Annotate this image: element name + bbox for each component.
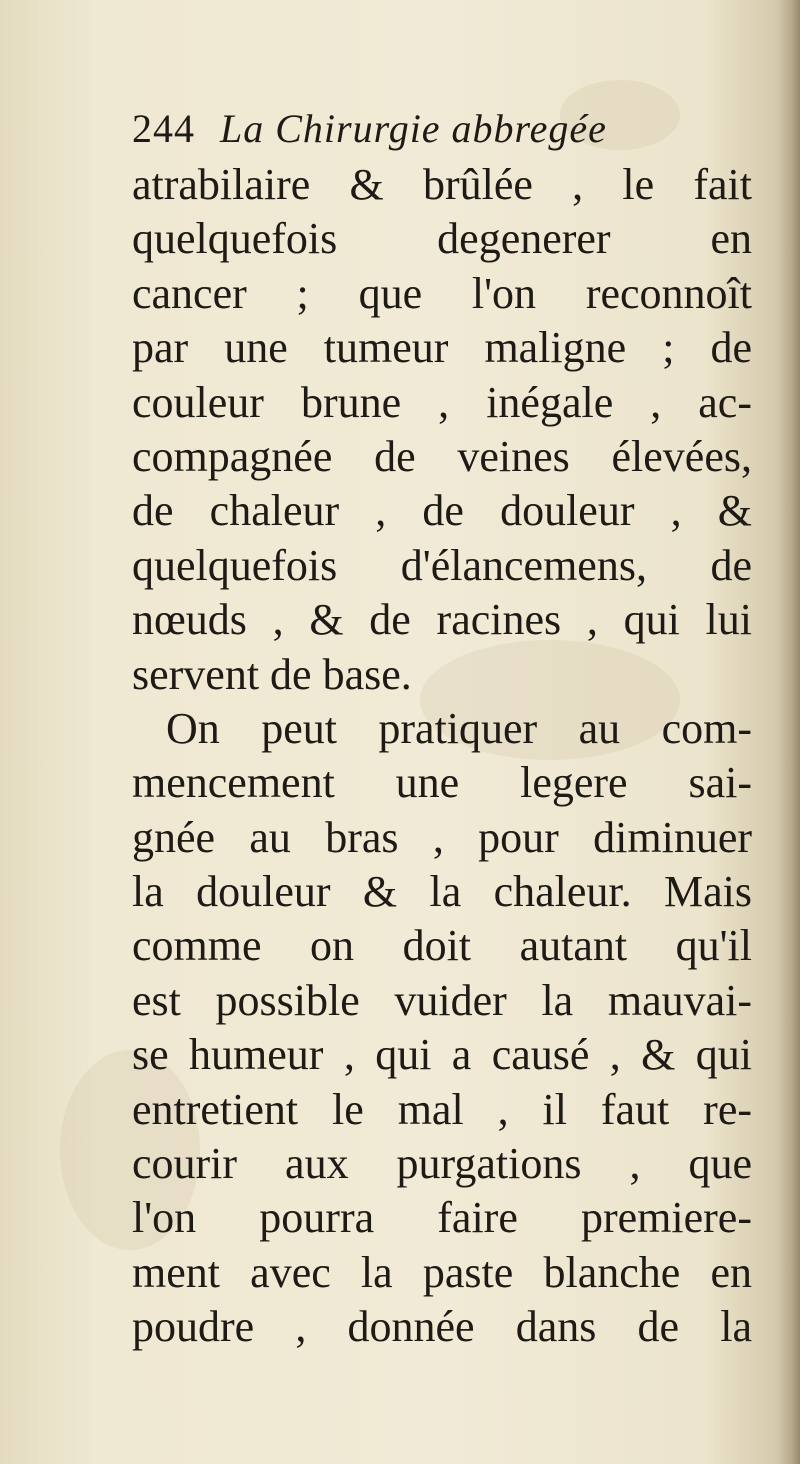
text-line: compagnée de veines élevées, <box>132 431 752 481</box>
text-line: ment avec la paste blanche en <box>132 1247 752 1297</box>
page-text <box>132 100 752 1355</box>
text-line: cancer ; que l'on reconnoît <box>132 268 752 318</box>
page-edge-shadow <box>778 0 800 1464</box>
running-title: La Chirurgie abbregée <box>220 106 607 151</box>
running-head <box>132 100 752 158</box>
text-line: nœuds , & de racines , qui lui <box>132 595 752 645</box>
text-line: la douleur & la chaleur. Mais <box>132 867 752 917</box>
text-line: mencement une legere sai- <box>132 758 752 808</box>
text-line: quelquefois d'élancemens, de <box>132 540 752 590</box>
paragraph-2 <box>132 702 752 1355</box>
text-line: couleur brune , inégale , ac- <box>132 377 752 427</box>
page-number: 244 <box>132 106 195 151</box>
text-line: l'on pourra faire premiere- <box>132 1193 752 1243</box>
text-line: gnée au bras , pour diminuer <box>132 812 752 862</box>
text-line: par une tumeur maligne ; de <box>132 323 752 373</box>
paragraph-1 <box>132 158 752 702</box>
text-line: comme on doit autant qu'il <box>132 921 752 971</box>
text-line: On peut pratiquer au com- <box>166 703 752 753</box>
text-line: servent de base. <box>132 649 412 699</box>
text-line: poudre , donnée dans de la <box>132 1302 752 1352</box>
text-line: se humeur , qui a causé , & qui <box>132 1030 752 1080</box>
text-line: de chaleur , de douleur , & <box>132 486 752 536</box>
text-line: quelquefois degenerer en <box>132 214 752 264</box>
text-line: atrabilaire & brûlée , le fait <box>132 160 752 209</box>
text-line: courir aux purgations , que <box>132 1139 752 1189</box>
text-line: entretient le mal , il faut re- <box>132 1084 752 1134</box>
text-line: est possible vuider la mauvai- <box>132 975 752 1025</box>
